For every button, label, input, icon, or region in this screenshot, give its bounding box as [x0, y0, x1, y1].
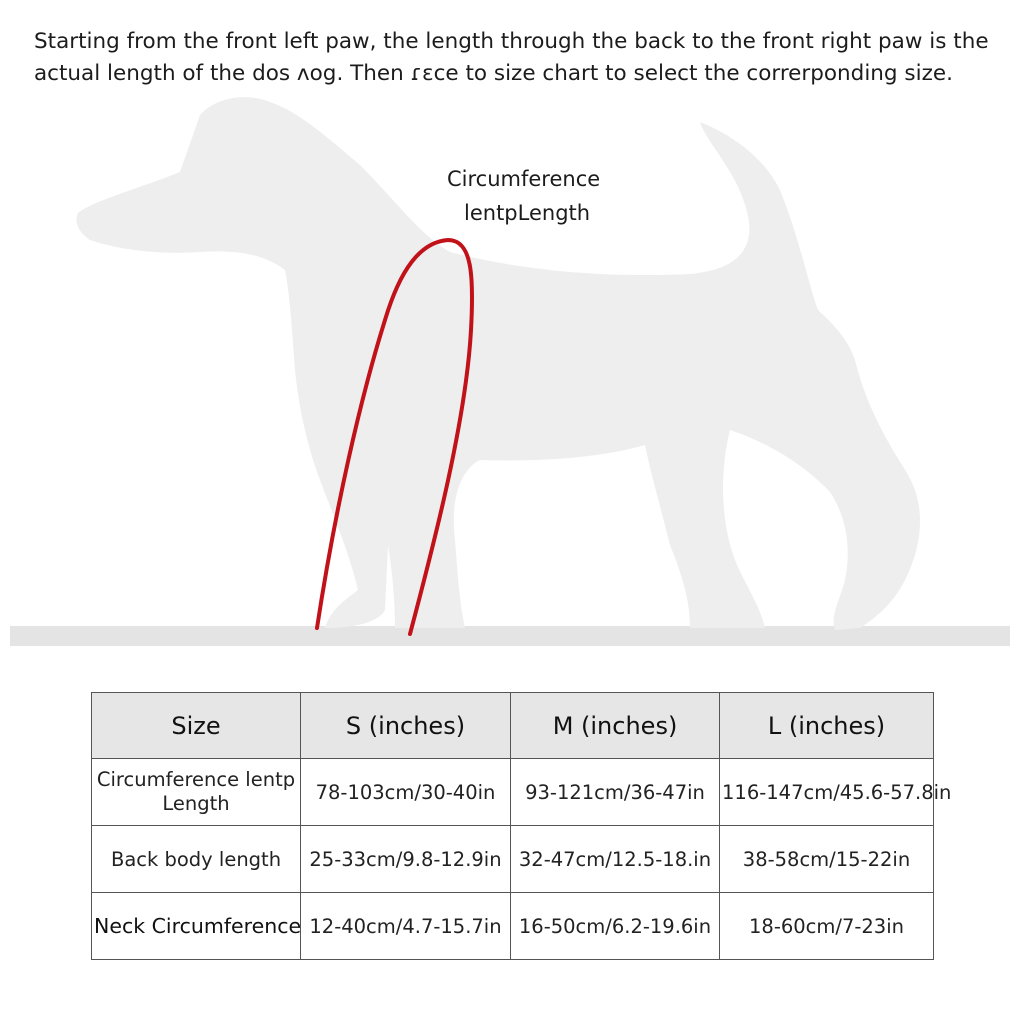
table-row	[92, 759, 934, 826]
header-m: M (inches)	[511, 693, 720, 759]
header-size: Size	[92, 693, 301, 759]
cell-value: 116-147cm/45.6-57.8in	[720, 759, 934, 826]
row-label-neck: Neck Circumference	[92, 893, 301, 960]
instruction-text: Starting from the front left paw, the length through the back to the front right paw is the actual length of the dos ᴧog. Then ɾɛce to size chart to select the correrponding size.	[34, 29, 989, 86]
length-label: lentpLength	[464, 201, 591, 225]
header-l: L (inches)	[720, 693, 934, 759]
row-label-back-length: Back body length	[92, 826, 301, 893]
size-chart-table	[91, 692, 952, 960]
table-header-row	[92, 693, 934, 759]
ground-line	[10, 626, 1010, 646]
cell-value: 93-121cm/36-47in	[511, 759, 720, 826]
cell-value: 38-58cm/15-22in	[720, 826, 934, 893]
table-row	[92, 826, 934, 893]
cell-value: 78-103cm/30-40in	[301, 759, 511, 826]
row-label-circumference: Circumference lentp Length	[92, 759, 301, 826]
circumference-label: Circumference	[447, 167, 601, 191]
header-s: S (inches)	[301, 693, 511, 759]
table-row	[92, 893, 934, 960]
cell-value: 12-40cm/4.7-15.7in	[301, 893, 511, 960]
cell-value: 32-47cm/12.5-18.in	[511, 826, 720, 893]
cell-value: 16-50cm/6.2-19.6in	[511, 893, 720, 960]
cell-value: 18-60cm/7-23in	[720, 893, 934, 960]
cell-value: 25-33cm/9.8-12.9in	[301, 826, 511, 893]
